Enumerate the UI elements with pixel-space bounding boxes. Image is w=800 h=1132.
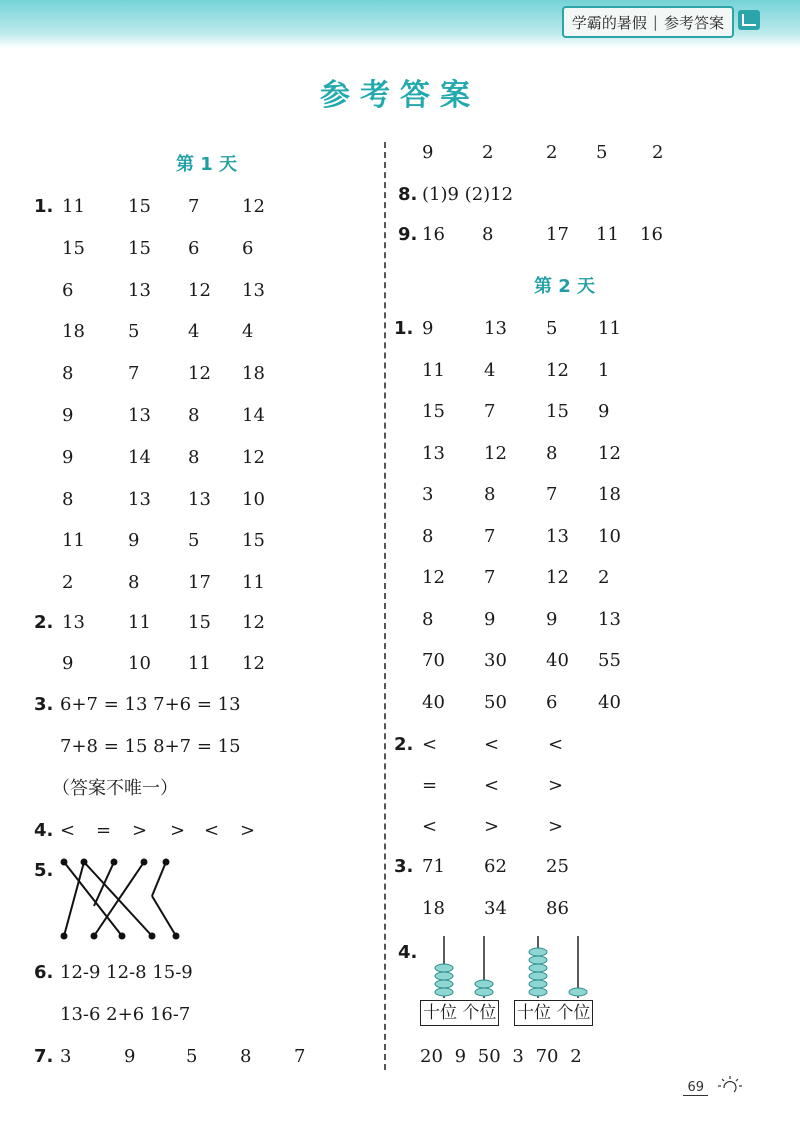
answer-cell: 18 [242,363,265,385]
answer-cell: 86 [546,898,569,919]
right-q4-label: 4. [398,942,418,963]
answer-cell: < [204,820,220,841]
answer-cell: 7 [484,401,496,422]
answer-cell: 25 [546,856,569,877]
answer-cell: 11 [62,196,85,217]
answer-cell: 13 [484,318,507,339]
day-1-title: 第 1 天 [176,154,238,175]
column-divider [384,142,386,1070]
answer-cell: 15 [242,530,265,552]
q8-label: 8. [398,184,418,205]
answer-cell: 2 [546,142,558,163]
answer-cell: > [548,775,564,796]
series-name: 学霸的暑假 [571,13,647,32]
answer-cell: 9 [422,318,434,339]
answer-cell: < [422,816,438,837]
answer-cell: 4 [188,321,200,343]
answer-cell: 9 [62,405,74,426]
answer-cell: 16 [640,224,663,245]
answer-cell: 71 [422,856,445,877]
answer-cell: 8 [422,525,434,547]
answer-cell: 7 [188,196,200,217]
answer-cell: 13 [128,405,151,426]
answer-cell: 40 [546,650,569,671]
left-q1-row-label: 1. [34,196,54,217]
abacus-2-ones: 个位 [556,1003,591,1023]
answer-cell: 8 [62,363,74,385]
answer-cell: 6 [242,237,254,259]
answer-cell: 8 [546,442,558,464]
abacus-1-ones: 个位 [462,1003,497,1023]
answer-cell: 11 [188,653,211,674]
right-q1-row-label: 1. [394,318,414,339]
q3-line-2: 7+8 = 15 8+7 = 15 [60,736,241,757]
answer-cell: 2 [62,572,74,594]
answer-cell: 10 [242,488,265,510]
answer-cell: 7 [294,1046,306,1067]
answer-cell: > [548,816,564,837]
answer-cell: 62 [484,856,507,877]
answer-cell: < [422,734,438,755]
answer-cell: 2 [482,142,494,163]
answer-cell: 15 [422,401,445,422]
answer-cell: 11 [128,612,151,633]
abacus-1-tens: 十位 [423,1003,457,1023]
answer-cell: 12 [546,359,569,381]
answer-cell: 13 [546,525,569,547]
answer-cell: 13 [242,279,265,301]
answer-cell: 9 [62,653,74,674]
answer-cell: 17 [188,572,211,594]
answer-cell: 13 [422,442,445,464]
answer-cell: 18 [422,898,445,919]
answer-cell: 3 [60,1046,72,1067]
answer-cell: 9 [546,608,558,630]
answer-cell: 12 [188,363,211,385]
answer-cell: 13 [598,608,621,630]
answer-cell: 6 [546,691,558,713]
q9-label: 9. [398,224,418,245]
day-2-title: 第 2 天 [534,276,596,297]
answer-cell: 13 [128,279,151,301]
right-q2-row-label: 2. [394,734,414,755]
answer-cell: 7 [484,525,496,547]
answer-cell: 8 [240,1046,252,1067]
answer-cell: 9 [422,142,434,163]
page-number: 69 [683,1080,708,1096]
answer-cell: 6 [62,279,74,301]
answer-cell: 7 [546,484,558,505]
answer-cell: = [422,775,438,796]
answer-cell: 15 [62,237,85,259]
answer-cell: 15 [128,196,151,217]
answer-cell: 5 [596,142,608,163]
header-separator: | [652,13,658,31]
answer-cell: 11 [598,318,621,339]
answer-cell: 11 [242,572,265,594]
answer-cell: 70 [422,650,445,671]
answer-cell: 12 [242,196,265,217]
answer-cell: = [96,820,112,841]
answer-cell: 7 [128,363,140,385]
answer-cell: 10 [128,653,151,674]
answer-cell: 12 [242,653,265,674]
answer-cell: 50 [484,691,507,713]
answer-cell: 12 [598,442,621,464]
answer-cell: 16 [422,224,445,245]
answer-cell: 17 [546,224,569,245]
answer-cell: 8 [62,488,74,510]
answer-cell: 12 [422,567,445,588]
answer-cell: 12 [484,442,507,464]
q6-label: 6. [34,962,54,983]
q8-text: (1)9 (2)12 [422,184,514,205]
answer-cell: > [170,820,186,841]
abacus-2-label [514,1000,593,1026]
answer-cell: 11 [596,224,619,245]
answer-cell: 12 [188,279,211,301]
header-tag [562,6,734,38]
answer-cell: 8 [188,446,200,468]
q5-matching-lines [56,856,186,946]
answer-cell: 8 [188,405,200,426]
answer-cell: 9 [62,446,74,468]
answer-cell: 8 [482,224,494,245]
q3-line-1: 6+7 = 13 7+6 = 13 [60,694,241,715]
q6-line-2: 13-6 2+6 16-7 [60,1004,191,1025]
page-title: 参考答案 [320,78,480,113]
answer-cell: 5 [186,1046,198,1067]
answer-cell: 6 [188,237,200,259]
answer-cell: 40 [422,691,445,713]
answer-cell: < [484,734,500,755]
answer-cell: 5 [188,530,200,552]
answer-cell: 55 [598,650,621,671]
answer-cell: 40 [598,691,621,713]
answer-cell: 18 [62,321,85,343]
abacus-illustration [418,934,608,1004]
answer-cell: 9 [128,530,140,552]
answer-cell: 9 [484,608,496,630]
answer-cell: 2 [652,142,664,163]
section-name: 参考答案 [663,13,724,32]
abacus-2-tens: 十位 [517,1003,551,1023]
answer-cell: 12 [242,446,265,468]
right-q3-row-label: 3. [394,856,414,877]
q5-label: 5. [34,860,54,881]
answer-cell: 15 [128,237,151,259]
q3-label: 3. [34,694,54,715]
answer-cell: 14 [242,405,265,426]
answer-cell: 2 [598,567,610,588]
answer-cell: 3 [422,484,434,505]
answer-cell: 34 [484,898,507,919]
answer-cell: 11 [62,530,85,552]
right-q4-answers: 20 9 50 3 70 2 [420,1046,582,1067]
answer-cell: 13 [128,488,151,510]
answer-cell: 8 [128,572,140,594]
answer-cell: 8 [484,484,496,505]
q3-note: （答案不唯一） [52,778,178,799]
answer-cell: 12 [242,612,265,633]
answer-cell: 4 [484,359,496,381]
answer-cell: 30 [484,650,507,671]
answer-cell: 9 [598,401,610,422]
q4-label: 4. [34,820,54,841]
answer-cell: 5 [128,321,140,343]
answer-cell: 13 [188,488,211,510]
answer-cell: 8 [422,608,434,630]
answer-cell: 12 [546,567,569,588]
answer-cell: 13 [62,612,85,633]
answer-cell: 14 [128,446,151,468]
left-q2-row-label: 2. [34,612,54,633]
answer-cell: 10 [598,525,621,547]
answer-cell: 18 [598,484,621,505]
answer-cell: 5 [546,318,558,339]
q6-line-1: 12-9 12-8 15-9 [60,962,193,983]
answer-cell: < [548,734,564,755]
q7-label: 7. [34,1046,54,1067]
answer-cell: 4 [242,321,254,343]
answer-cell: > [240,820,256,841]
answer-cell: 1 [598,359,610,381]
answer-cell: < [484,775,500,796]
answer-cell: 7 [484,567,496,588]
answer-cell: > [132,820,148,841]
book-icon [738,10,760,30]
answer-cell: 11 [422,359,445,381]
sun-icon [716,1074,744,1096]
abacus-1-label [420,1000,499,1026]
answer-cell: 15 [546,401,569,422]
answer-cell: < [60,820,76,841]
answer-cell: 9 [124,1046,136,1067]
answer-cell: 15 [188,612,211,633]
answer-cell: > [484,816,500,837]
